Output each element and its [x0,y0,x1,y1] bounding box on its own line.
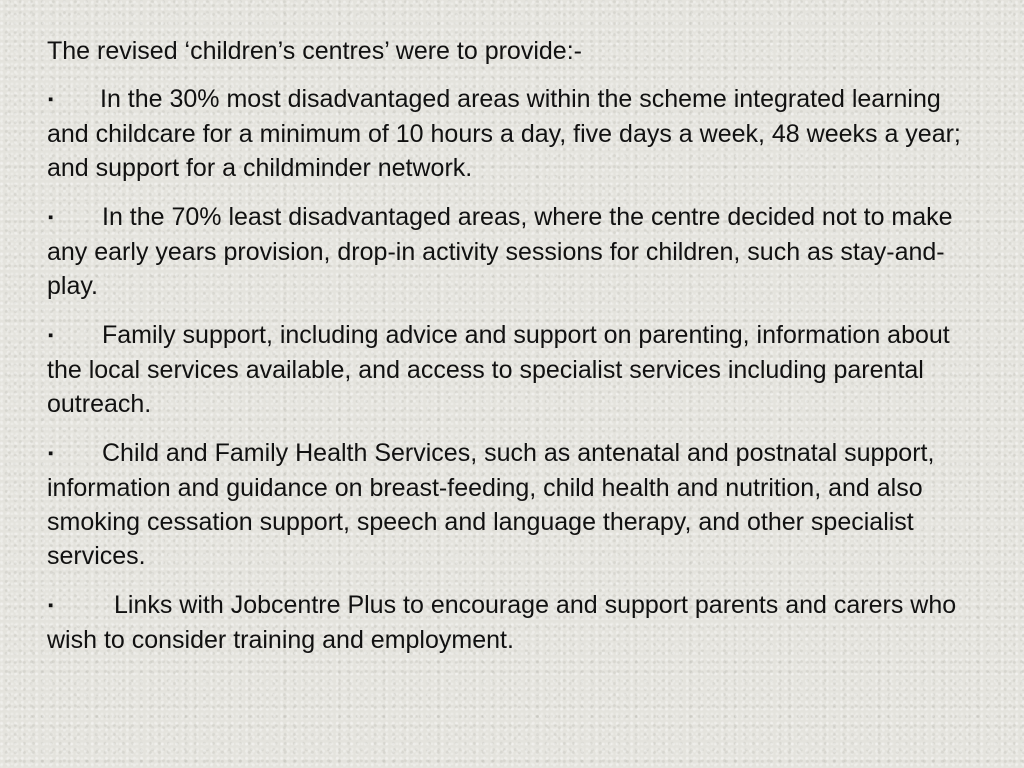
slide-content [47,34,982,672]
bullet-text: Links with Jobcentre Plus to encourage and support parents and carers who wish to consider training and employment. [47,591,957,654]
bullet-item-3 [47,318,982,421]
bullet-item-4 [47,436,982,573]
bullet-item-2 [47,200,982,303]
bullet-item-1 [47,82,982,185]
bullet-text: Family support, including advice and support on parenting, information about the local services available, and access to specialist services including parental outreach. [47,321,950,418]
square-bullet-icon: ▪ [48,209,54,226]
square-bullet-icon: ▪ [48,327,54,344]
bullet-text: Child and Family Health Services, such as antenatal and postnatal support, information and guidance on breast-feeding, child health and nutrition, and also smoking cessation support, speech and language therapy, and other specialist services. [47,439,935,570]
square-bullet-icon: ▪ [48,91,54,108]
bullet-item-5 [47,588,982,657]
bullet-text: In the 30% most disadvantaged areas within the scheme integrated learning and childcare for a minimum of 10 hours a day, five days a week, 48 weeks a year; and support for a childminder network. [47,85,961,182]
square-bullet-icon: ▪ [48,597,54,614]
square-bullet-icon: ▪ [48,445,54,462]
bullet-text: In the 70% least disadvantaged areas, where the centre decided not to make any early years provision, drop-in activity sessions for children, such as stay-and-play. [47,203,953,300]
intro-text: The revised ‘children’s centres’ were to provide:- [47,37,582,65]
